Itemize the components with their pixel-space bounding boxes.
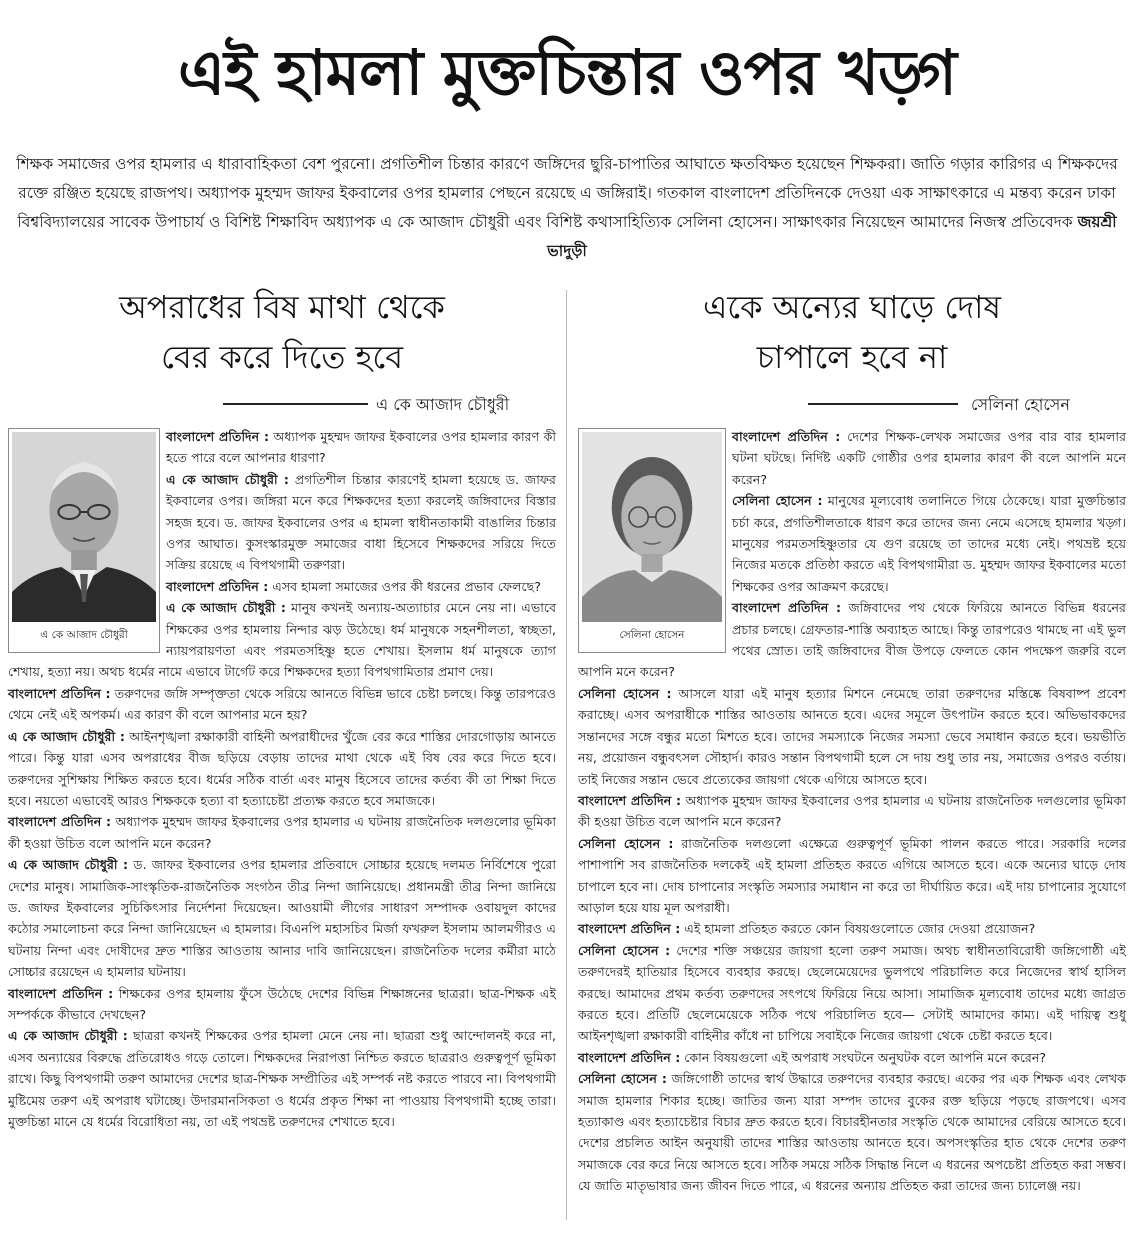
portrait-woman-icon (582, 432, 722, 622)
qa-item (8, 983, 556, 1026)
qa-item (8, 726, 556, 812)
qa-item (578, 1068, 1126, 1196)
column-divider (566, 290, 567, 1220)
left-interview (8, 282, 556, 1132)
qa-text: অধ্যাপক মুহম্মদ জাফর ইকবালের ওপর হামলার এ ঘটনায় রাজনৈতিক দলগুলোর ভূমিকা কী হওয়া উচিত বলে আপনি মনে করেন? (578, 792, 1126, 830)
speaker-label: সেলিনা হোসেন : (578, 942, 671, 958)
speaker-label: বাংলাদেশ প্রতিদিন : (8, 685, 111, 701)
qa-text: ছাত্ররা কখনই শিক্ষকের ওপর হামলা মেনে নেয় না। ছাত্ররা শুধু আন্দোলনই করে না, এসব অন্যায়ের বিরুদ্ধে প্রতিরোধও গড়ে তোলে। শিক্ষকদের নিরাপত্তা নিশ্চিত করতে ছাত্ররাও গুরুত্বপূর্ণ ভূমিকা রাখে। কিছু বিপথগামী তরুণ আমাদের দেশের ছাত্র-শিক্ষক সম্প্রীতির এই সম্পর্ক নষ্ট করতে পারবে না। বিপথগামী মুষ্টিমেয় তরুণ এই অপরাধ ঘটাচ্ছে। উদারমানসিকতা ও ধর্মের প্রকৃত শিক্ষা না পাওয়ায় বিপথগামী হচ্ছে তারা। মুক্তচিন্তা মানে যে ধর্মের বিরোধিতা নয়, তা এই পথভ্রষ্ট তরুণদের শেখাতে হবে। (8, 1028, 556, 1129)
qa-text: অধ্যাপক মুহম্মদ জাফর ইকবালের ওপর হামলার কারণ কী হতে পারে বলে আপনার ধারণা? (166, 429, 556, 466)
qa-item (578, 790, 1126, 833)
speaker-label: সেলিনা হোসেন : (578, 685, 672, 701)
qa-text: দেশের শিক্ষক-লেখক সমাজের ওপর বার বার হামলার ঘটনা ঘটছে। নির্দিষ্ট একটি গোষ্ঠীর ওপর হামলার কারণ কী বলে আপনি মনে করেন? (732, 429, 1126, 487)
speaker-label: বাংলাদেশ প্রতিদিন : (578, 792, 682, 808)
qa-text: ড. জাফর ইকবালের ওপর হামলার প্রতিবাদে সোচ্চার হয়েছে দলমত নির্বিশেষে পুরো দেশের মানুষ। সামাজিক-সাংস্কৃতিক-রাজনৈতিক সংগঠন তীব্র নিন্দা জানিয়েছে। প্রধানমন্ত্রী তীব্র নিন্দা জানিয়ে ড. জাফর ইকবালের সুচিকিৎসার নির্দেশনা দিয়েছেন। আওয়ামী লীগের সাধারণ সম্পাদক ওবায়দুল কাদের কঠোর সমালোচনা করে নিন্দা জানিয়েছেন এ হামলার। বিএনপি মহাসচিব মির্জা ফখরুল ইসলাম আলমগীরও এ ঘটনায় নিন্দা এবং দোষীদের দ্রুত শাস্তির আওতায় আনার দাবি জানিয়েছেন। রাজনৈতিক দলের কর্মীরা মাঠে সোচ্চার রয়েছেন এ হামলার ঘটনায়। (8, 857, 556, 980)
qa-text: মানুষ কখনই অন্যায়-অত্যাচার মেনে নেয় না। এভাবে শিক্ষকের ওপর হামলায় নিন্দার ঝড় উঠেছে। ধর্ম মানুষকে সহনশীলতা, স্বচ্ছতা, ন্যায়পরায়ণতা এবং পরমতসহিষ্ণু হতে শেখায়। ইসলাম ধর্ম মানুষকে ত্যাগ শেখায়, হত্যা নয়। অথচ ধর্মের নামে এভাবে টার্গেট করে শিক্ষকদের হত্যা বিপথগামিতার প্রমাণ দেয়। (8, 600, 556, 680)
qa-text: প্রগতিশীল চিন্তার কারণেই হামলা হয়েছে ড. জাফর ইকবালের ওপর। জঙ্গিরা মনে করে শিক্ষকদের হত্যা করলেই জঙ্গিবাদের বিস্তার সহজ হবে। ড. জাফর ইকবালের ওপর এ হামলা স্বাধীনতাকামী বাঙালির চিন্তার ওপর আঘাত। কুসংস্কারমুক্ত সমাজের বাধা হিসেবে শিক্ষকদের সরিয়ে দিতে সক্রিয় রয়েছে এ বিপথগামী তরুণরা। (166, 471, 556, 573)
left-byline-name: এ কে আজাদ চৌধুরী (376, 395, 510, 414)
qa-item (8, 683, 556, 726)
qa-text: এসব হামলা সমাজের ওপর কী ধরনের প্রভাব ফেলছে? (272, 578, 541, 594)
right-photo-caption: সেলিনা হোসেন (619, 629, 685, 641)
speaker-label: এ কে আজাদ চৌধুরী : (8, 1028, 128, 1044)
qa-text: শিক্ষকের ওপর হামলায় ফুঁসে উঠেছে দেশের বিভিন্ন শিক্ষাঙ্গনের ছাত্ররা। ছাত্র-শিক্ষক এই সম্পর্ককে কীভাবে দেখছেন? (8, 985, 556, 1022)
left-title-line2: বের করে দিতে হবে (160, 338, 404, 376)
reporter-name: জয়শ্রী ভাদুড়ী (547, 213, 1117, 260)
speaker-label: বাংলাদেশ প্রতিদিন : (166, 429, 269, 444)
right-title (578, 282, 1126, 382)
speaker-label: বাংলাদেশ প্রতিদিন : (732, 429, 841, 444)
speaker-label: বাংলাদেশ প্রতিদিন : (578, 1049, 681, 1065)
speaker-label: বাংলাদেশ প্রতিদিন : (732, 600, 842, 616)
right-photo-frame (578, 428, 726, 653)
left-title (8, 282, 556, 382)
right-byline-name: সেলিনা হোসেন (971, 395, 1070, 414)
right-interview (578, 282, 1126, 1197)
qa-text: এই হামলা প্রতিহত করতে কোন বিষয়গুলোতে জোর দেওয়া প্রয়োজন? (684, 921, 1036, 937)
qa-text: জঙ্গিগোষ্ঠী তাদের স্বার্থ উদ্ধারে তরুণদের ব্যবহার করছে। একের পর এক শিক্ষক এবং লেখক সমাজ হামলার শিকার হচ্ছে। জাতির জন্য যারা সম্পদ তাদের বুকের রক্ত ছড়িয়ে পড়ছে রাজপথে। এসব হত্যাকাণ্ড এবং হত্যাচেষ্টার বিচার দ্রুত করতে হবে। বিচারহীনতার সংস্কৃতি থেকে আমাদের বেরিয়ে আসতে হবে। দেশের প্রচলিত আইন অনুযায়ী তাদের শাস্তির আওতায় আনতে হবে। অপসংস্কৃতির হাত থেকে দেশের তরুণ সমাজকে বের করে নিয়ে আসতে হবে। সঠিক সময়ে সঠিক সিদ্ধান্ত নিলে এ ধরনের অপচেষ্টা প্রতিহত করা সম্ভব। যে জাতি মাতৃভাষার জন্য জীবন দিতে পারে, এ ধরনের অন্যায় প্রতিহত করা তাদের জন্য চ্যালেঞ্জ নয়। (578, 1071, 1126, 1194)
qa-text: তরুণদের জঙ্গি সম্পৃক্ততা থেকে সরিয়ে আনতে বিভিন্ন ভাবে চেষ্টা চলছে। কিন্তু তারপরেও থেমে নেই এই অপকর্ম। এর কারণ কী বলে আপনার মনে হয়? (8, 685, 556, 723)
right-title-line2: চাপালে হবে না (756, 338, 948, 376)
qa-text: রাজনৈতিক দলগুলো এক্ষেত্রে গুরুত্বপূর্ণ ভূমিকা পালন করতে পারে। সরকারি দলের পাশাপাশি সব রাজনৈতিক দলকেই এই হামলা প্রতিহত করতে এগিয়ে আসতে হবে। একে অন্যের ঘাড়ে দোষ চাপালে হবে না। দোষ চাপানোর সংস্কৃতি সমস্যার সমাধান না করে তা দীর্ঘায়িত করে। এই দায় চাপানোর সুযোগে আড়াল হয়ে যায় মূল অপরাধী। (578, 835, 1126, 915)
qa-text: কোন বিষয়গুলো এই অপরাধ সংঘটনে অনুঘটক বলে আপনি মনে করেন? (684, 1049, 1047, 1065)
right-title-line1: একে অন্যের ঘাড়ে দোষ (702, 288, 1002, 326)
portrait-photo (12, 432, 156, 622)
left-photo-caption: এ কে আজাদ চৌধুরী (40, 629, 128, 641)
portrait-man-icon (12, 432, 156, 622)
qa-item (578, 940, 1126, 1047)
intro-text: শিক্ষক সমাজের ওপর হামলার এ ধারাবাহিকতা বেশ পুরনো। প্রগতিশীল চিন্তার কারণে জঙ্গিদের ছুরি-চাপাতির আঘাতে ক্ষতবিক্ষত হয়েছেন শিক্ষকরা। জাতি গড়ার কারিগর এ শিক্ষকদের রক্তে রঞ্জিত হয়েছে রাজপথ। অধ্যাপক মুহম্মদ জাফর ইকবালের ওপর হামলার পেছনে রয়েছে এ জঙ্গিরাই। গতকাল বাংলাদেশ প্রতিদিনকে দেওয়া এক সাক্ষাৎকারে এ মন্তব্য করেন ঢাকা বিশ্ববিদ্যালয়ের সাবেক উপাচার্য ও বিশিষ্ট শিক্ষাবিদ অধ্যাপক এ কে আজাদ চৌধুরী এবং বিশিষ্ট কথাসাহিত্যিক সেলিনা হোসেন। সাক্ষাৎকার নিয়েছেন আমাদের নিজস্ব প্রতিবেদক (16, 155, 1118, 231)
qa-text: অধ্যাপক মুহম্মদ জাফর ইকবালের ওপর হামলার এ ঘটনায় রাজনৈতিক দলগুলোর ভূমিকা কী হওয়া উচিত বলে আপনি মনে করেন? (8, 814, 556, 851)
left-photo-frame (8, 428, 160, 653)
speaker-label: এ কে আজাদ চৌধুরী : (166, 471, 289, 487)
qa-item (8, 811, 556, 854)
qa-text: দেশের শক্তি সঞ্চয়ের জায়গা হলো তরুণ সমাজ। অথচ স্বাধীনতাবিরোধী জঙ্গিগোষ্ঠী এই তরুণদেরই হাতিয়ার হিসেবে ব্যবহার করছে। ছেলেমেয়েদের ভুলপথে পরিচালিত করে নিজেদের স্বার্থ হাসিল করছে। আমাদের প্রথম কর্তব্য তরুণদের সৎপথে ফিরিয়ে নিয়ে আসা। সামাজিক মূল্যবোধ তাদের মধ্যে জাগ্রত করতে হবে। প্রতিটি ছেলেমেয়েকে সঠিক পথে পরিচালিত হবে— সেটাই আমাদের কাম্য। এই দায়িত্ব শুধু আইনশৃঙ্খলা রক্ষাকারী বাহিনীর কাঁধে না চাপিয়ে সবাইকে নিজের জায়গা থেকে চেষ্টা করতে হবে। (578, 942, 1126, 1044)
byline-rule (808, 403, 958, 405)
qa-text: আইনশৃঙ্খলা রক্ষাকারী বাহিনী অপরাধীদের খুঁজে বের করে শাস্তির দোরগোড়ায় আনতে পারে। কিন্তু যারা এসব অপরাধের বীজ ছড়িয়ে বেড়ায় তাদের মাথা থেকে এই বিষ বের করে দিতে হবে। তরুণদের সুশিক্ষায় শিক্ষিত করতে হবে। ধর্মের সঠিক বার্তা এবং মানুষ হিসেবে তাদের কর্তব্য কী তা শিক্ষা দিতে হবে। নয়তো এভাবেই আরও শিক্ষককে হত্যা বা হত্যাচেষ্টা প্রত্যক্ষ করতে হবে সমাজকে। (8, 728, 556, 808)
qa-item (578, 683, 1126, 790)
speaker-label: সেলিনা হোসেন : (578, 835, 674, 851)
speaker-label: বাংলাদেশ প্রতিদিন : (8, 985, 114, 1001)
qa-item (8, 854, 556, 982)
headline: এই হামলা মুক্তচিন্তার ওপর খড়্গ (178, 36, 956, 109)
left-byline (8, 382, 556, 422)
qa-item (578, 1047, 1126, 1068)
qa-text: আসলে যারা এই মানুষ হত্যার মিশনে নেমেছে তারা তরুণদের মস্তিষ্কে বিষবাষ্প প্রবেশ করাচ্ছে। এসব অপরাধীকে শাস্তির আওতায় আনতে হবে। এদের সমূলে উৎপাটন করতে হবে। অভিভাবকদের সন্তানদের সঙ্গে বন্ধুর মতো মিশতে হবে। তাদের সমস্যাকে নিজের সমস্যা ভেবে সমাধান করতে হবে। ভয়ভীতি নয়, প্রয়োজন বন্ধুবৎসল সৌহার্দ। কারও সন্তান বিপথগামী হলে সে দায় শুধু তার নয়, সমাজের ওপরও বর্তায়। তাই নিজের সন্তান ভেবে প্রত্যেকের জায়গা থেকে এগিয়ে আসতে হবে। (578, 685, 1126, 787)
left-title-line1: অপরাধের বিষ মাথা থেকে (119, 288, 445, 326)
qa-item (578, 833, 1126, 919)
qa-text: জঙ্গিবাদের পথ থেকে ফিরিয়ে আনতে বিভিন্ন ধরনের প্রচার চলছে। গ্রেফতার-শাস্তি অব্যাহত আছে। কিন্তু তারপরেও থামছে না এই ভুল পথের স্রোত। তাই জঙ্গিবাদের বীজ উপড়ে ফেলতে কোন পদক্ষেপ জরুরি বলে আপনি মনে করেন? (578, 600, 1126, 680)
intro-paragraph (10, 150, 1124, 266)
speaker-label: বাংলাদেশ প্রতিদিন : (578, 921, 681, 937)
speaker-label: এ কে আজাদ চৌধুরী : (166, 600, 286, 616)
portrait-photo (582, 432, 722, 622)
speaker-label: সেলিনা হোসেন : (732, 493, 823, 509)
qa-text: মানুষের মূল্যবোধ তলানিতে গিয়ে ঠেকেছে। যারা মুক্তচিন্তার চর্চা করে, প্রগতিশীলতাকে ধারণ করে তাদের জন্য নেমে এসেছে হামলার খড়্গ। মানুষের পরমতসহিষ্ণুতার যে গুণ রয়েছে তা তাদের মধ্যে নেই। পথভ্রষ্ট হয়ে নিজের মতকে প্রতিষ্ঠা করতে এই বিপথগামীরা ড. মুহম্মদ জাফর ইকবালের মতো শিক্ষকের ওপর আক্রমণ করেছে। (732, 493, 1126, 594)
speaker-label: বাংলাদেশ প্রতিদিন : (166, 578, 269, 594)
qa-item (578, 918, 1126, 939)
right-byline (578, 382, 1126, 422)
speaker-label: বাংলাদেশ প্রতিদিন : (8, 814, 112, 830)
speaker-label: সেলিনা হোসেন : (578, 1071, 667, 1087)
qa-item (8, 1025, 556, 1132)
speaker-label: এ কে আজাদ চৌধুরী : (8, 728, 125, 744)
speaker-label: এ কে আজাদ চৌধুরী : (8, 857, 129, 873)
byline-rule (223, 403, 368, 405)
